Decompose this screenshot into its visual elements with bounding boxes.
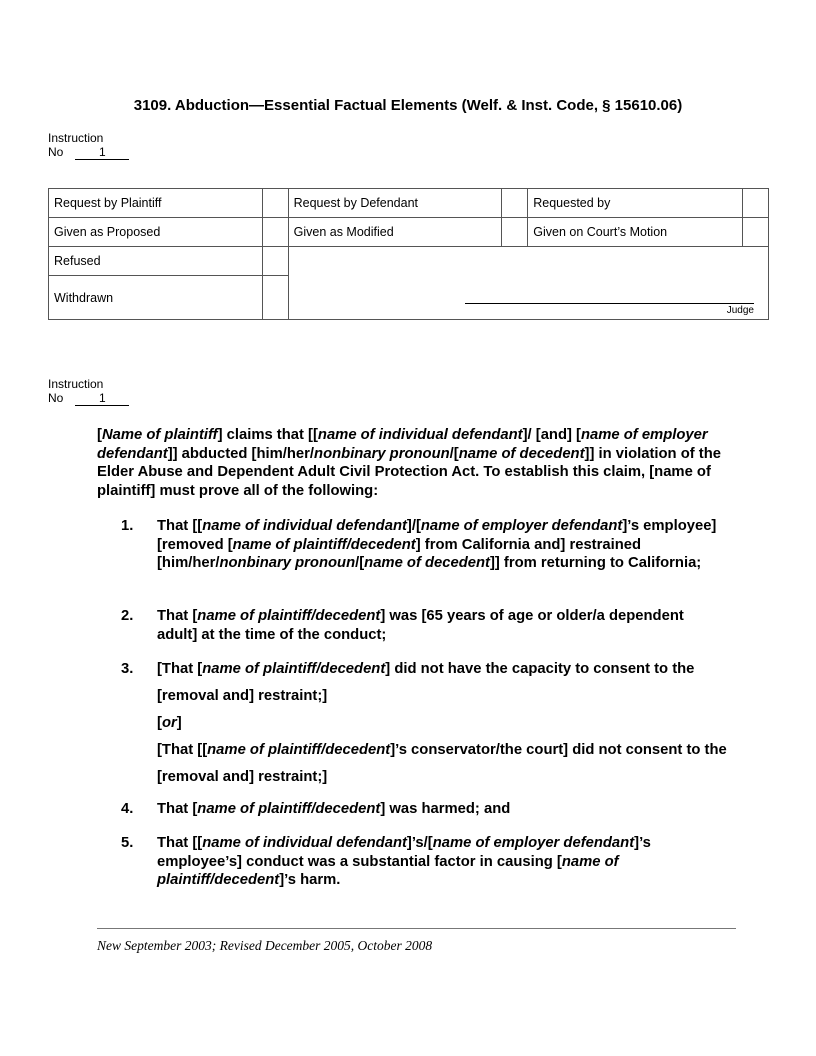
requested-by-label: Requested by	[528, 189, 743, 218]
element-number: 1.	[121, 518, 134, 534]
given-on-courts-motion-label: Given on Court’s Motion	[528, 218, 743, 247]
instruction-number-row	[48, 391, 129, 406]
element-3-alternative-a: [That [name of plaintiff/decedent] did not have the capacity to consent to the [removal and] restraint;]	[157, 661, 695, 704]
element-text: That [name of plaintiff/decedent] was harmed; and	[157, 801, 511, 817]
element-text	[157, 656, 727, 791]
element-number: 3.	[121, 661, 134, 677]
given-as-proposed-label: Given as Proposed	[49, 218, 263, 247]
request-table	[48, 188, 769, 320]
no-label: No	[48, 391, 64, 405]
instruction-number: 1	[75, 392, 129, 406]
instruction-block-body	[48, 377, 129, 406]
given-on-courts-motion-checkbox[interactable]	[743, 218, 769, 247]
element-3-alternative-b: [That [[name of plaintiff/decedent]’s conservator/the court] did not consent to the [removal and] restraint;]	[157, 742, 727, 785]
given-as-modified-checkbox[interactable]	[502, 218, 528, 247]
instruction-block-top	[48, 131, 129, 160]
request-by-defendant-label: Request by Defendant	[288, 189, 502, 218]
instruction-label: Instruction	[48, 131, 104, 145]
history-note: New September 2003; Revised December 2005, October 2008	[97, 938, 433, 953]
element-text: That [[name of individual defendant]’s/[name of employer defendant]’s employee’s] conduct was a substantial factor in causing [name of plaintiff/decedent]’s harm.	[157, 835, 651, 888]
judge-label: Judge	[726, 305, 754, 316]
given-as-modified-label: Given as Modified	[288, 218, 502, 247]
element-text: That [name of plaintiff/decedent] was [65 years of age or older/a dependent adult] at the time of the conduct;	[157, 608, 684, 643]
requested-by-checkbox[interactable]	[743, 189, 769, 218]
judge-signature-line[interactable]	[465, 303, 754, 304]
instruction-number-row	[48, 145, 129, 160]
refused-checkbox[interactable]	[262, 247, 288, 276]
refused-label: Refused	[49, 247, 263, 276]
withdrawn-label: Withdrawn	[49, 276, 263, 320]
request-by-defendant-checkbox[interactable]	[502, 189, 528, 218]
request-by-plaintiff-checkbox[interactable]	[262, 189, 288, 218]
instruction-number: 1	[75, 146, 129, 160]
request-by-plaintiff-label: Request by Plaintiff	[49, 189, 263, 218]
footer-divider	[97, 928, 736, 929]
element-number: 5.	[121, 835, 134, 851]
withdrawn-checkbox[interactable]	[262, 276, 288, 320]
element-number: 2.	[121, 608, 134, 624]
instruction-label: Instruction	[48, 377, 104, 391]
element-number: 4.	[121, 801, 134, 817]
intro-paragraph: [Name of plaintiff] claims that [[name of individual defendant]/ [and] [name of employer defendant]] abducted [him/her/nonbinary pronoun/[name of decedent]] in violation of the Elder Abuse and Dependent Adult Civil Protection Act. To establish this claim, [name of plaintiff] must prove all of the following:	[97, 427, 721, 499]
page-title: 3109. Abduction—Essential Factual Elements (Welf. & Inst. Code, § 15610.06)	[133, 97, 683, 114]
element-text: That [[name of individual defendant]/[name of employer defendant]’s employee] [removed [name of plaintiff/decedent] from California and] restrained [him/her/nonbinary pronoun/[name of decedent]] from returning to California;	[157, 518, 717, 571]
element-3-or: [or]	[157, 715, 182, 731]
no-label: No	[48, 145, 64, 159]
given-as-proposed-checkbox[interactable]	[262, 218, 288, 247]
judge-signature-area	[288, 247, 768, 320]
